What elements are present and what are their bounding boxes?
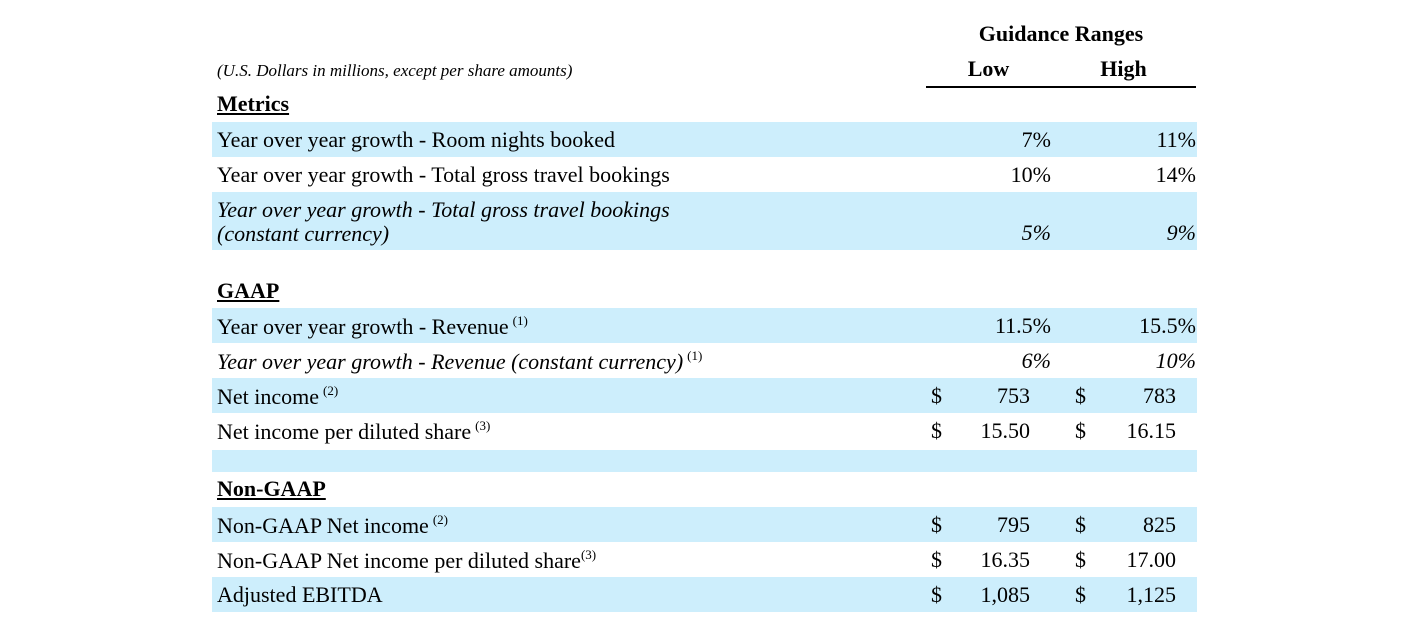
row-label-text: Year over year growth - Revenue (constant currency) [217,349,684,374]
row-label [217,547,596,574]
row-label: Year over year growth - Total gross travel bookings [217,162,670,187]
table-row-ng-net-income-per-share [212,542,1197,577]
section-title-gaap: GAAP [217,278,280,303]
currency-symbol-high: $ [1075,512,1086,537]
currency-symbol-high: $ [1075,383,1086,408]
spacer-row [212,450,1197,472]
row-label-text: Net income per diluted share [217,419,472,444]
row-label: Year over year growth - Room nights booked [217,127,615,152]
footnote-marker: (3) [475,418,491,433]
guidance-ranges-title: Guidance Ranges [978,21,1144,46]
currency-symbol-high: $ [1075,547,1086,572]
currency-symbol-low: $ [931,512,942,537]
low-value: 1,085 [980,582,1030,607]
table-row-gross-bookings [212,157,1197,192]
low-value: 6% [1021,348,1051,373]
footnote-marker: (1) [687,348,703,363]
table-row-revenue-cc [212,343,1197,378]
high-value: 9% [1166,220,1196,245]
currency-symbol-high: $ [1075,582,1086,607]
table-row-ng-net-income [212,507,1197,542]
row-label-line1: Year over year growth - Total gross travel bookings [217,197,670,222]
high-value: 10% [1155,348,1196,373]
row-label-line2: (constant currency) [217,221,390,246]
high-column-header: High [1051,56,1196,88]
low-value: 753 [997,383,1030,408]
row-label: Adjusted EBITDA [217,582,383,607]
row-label [217,512,448,539]
high-value: 825 [1143,512,1176,537]
high-value: 16.15 [1126,418,1176,443]
row-label [217,418,490,445]
footnote-marker: (2) [323,383,339,398]
row-label-text: Non-GAAP Net income [217,513,429,538]
footnote-marker: (3) [580,547,597,562]
row-label-text: Net income [217,384,320,409]
low-value: 5% [1021,220,1051,245]
section-title-non-gaap: Non-GAAP [217,476,326,501]
row-label-text: Non-GAAP Net income per diluted share [217,548,581,573]
section-title-metrics: Metrics [217,91,290,116]
currency-symbol-low: $ [931,582,942,607]
high-value: 14% [1155,162,1196,187]
high-value: 1,125 [1126,582,1176,607]
table-row-adjusted-ebitda [212,577,1197,612]
table-row-room-nights [212,122,1197,157]
footnote-marker: (1) [512,313,528,328]
low-value: 7% [1021,127,1051,152]
footnote-marker: (2) [432,512,448,527]
row-label [217,383,338,410]
low-value: 10% [1010,162,1051,187]
row-label [217,313,528,340]
low-value: 15.50 [980,418,1030,443]
units-note: (U.S. Dollars in millions, except per share amounts) [217,61,573,80]
table-row-gross-bookings-cc [212,192,1197,250]
high-value: 783 [1143,383,1176,408]
currency-symbol-high: $ [1075,418,1086,443]
row-label-text: Year over year growth - Revenue [217,314,509,339]
high-value: 15.5% [1139,313,1196,338]
low-column-header: Low [926,56,1051,88]
currency-symbol-low: $ [931,383,942,408]
low-value: 795 [997,512,1030,537]
currency-symbol-low: $ [931,547,942,572]
table-row-revenue [212,308,1197,343]
low-value: 11.5% [994,313,1051,338]
high-value: 17.00 [1126,547,1176,572]
row-label [217,348,702,375]
currency-symbol-low: $ [931,418,942,443]
high-value: 11% [1156,127,1196,152]
table-row-net-income-per-share [212,413,1197,448]
table-row-net-income [212,378,1197,413]
low-value: 16.35 [980,547,1030,572]
